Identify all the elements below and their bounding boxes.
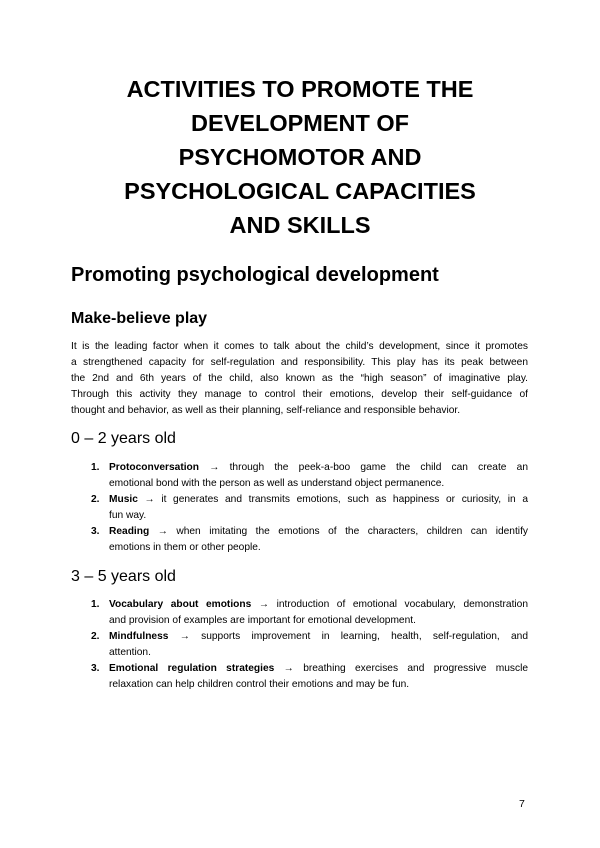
list-line (109, 524, 528, 540)
activity-term: Protoconversation (109, 462, 200, 473)
page-number: 7 (519, 798, 525, 810)
list-number: 2. (91, 631, 100, 642)
list-line: attention. (109, 647, 151, 658)
list-item (91, 629, 528, 661)
age-group-heading: 0 – 2 years old (71, 430, 176, 447)
list-line (109, 661, 528, 677)
intro-paragraph (71, 339, 528, 419)
activity-desc: → breathing exercises and progressive muscle (274, 663, 528, 674)
paragraph-line: thought and behavior, as well as their planning, self-reliance and responsible behavior. (71, 405, 461, 416)
list-number: 1. (91, 599, 100, 610)
list-number: 1. (91, 462, 100, 473)
paragraph-line: Through this activity they manage to control their emotions, develop their self-guidance of (71, 389, 528, 400)
list-line: emotions in them or other people. (109, 542, 261, 553)
list-line (109, 460, 528, 476)
list-line: emotional bond with the person as well as understand object permanence. (109, 478, 445, 489)
paragraph-line: a strengthened capacity for self-regulation and responsibility. This play has its peak between (71, 357, 528, 368)
list-line (109, 597, 528, 613)
list-item (91, 492, 528, 524)
title-line: PSYCHOLOGICAL CAPACITIES (124, 178, 476, 204)
list-number: 3. (91, 663, 100, 674)
subsection-heading: Make-believe play (71, 310, 208, 327)
list-line: and provision of examples are important for emotional development. (109, 615, 416, 626)
activity-term: Reading (109, 526, 150, 537)
activity-desc: → when imitating the emotions of the characters, children can identify (149, 526, 528, 537)
paragraph-line: the 2nd and 6th years of the child, also known as the “high season” of imaginative play. (71, 373, 528, 384)
list-item (91, 597, 528, 629)
activity-term: Mindfulness (109, 631, 169, 642)
list-line: relaxation can help children control their emotions and may be fun. (109, 679, 410, 690)
title-line: AND SKILLS (229, 212, 371, 238)
activity-term: Emotional regulation strategies (109, 663, 275, 674)
activity-desc: → it generates and transmits emotions, such as happiness or curiosity, in a (137, 494, 528, 505)
section-heading: Promoting psychological development (71, 264, 439, 286)
age-group-heading: 3 – 5 years old (71, 568, 176, 585)
activity-desc: → through the peek-a-boo game the child can create an (199, 462, 528, 473)
activity-desc: → supports improvement in learning, health, self-regulation, and (168, 631, 528, 642)
activity-term: Vocabulary about emotions (109, 599, 252, 610)
title-line: ACTIVITIES TO PROMOTE THE (126, 76, 474, 102)
list-number: 3. (91, 526, 100, 537)
list-line: fun way. (109, 510, 147, 521)
list-line (109, 492, 528, 508)
list-item (91, 661, 528, 693)
page-title (60, 72, 540, 242)
list-number: 2. (91, 494, 100, 505)
list-line (109, 629, 528, 645)
list-item (91, 460, 528, 492)
activity-desc: → introduction of emotional vocabulary, demonstration (251, 599, 528, 610)
title-line: DEVELOPMENT OF (190, 110, 410, 136)
activity-term: Music (109, 494, 138, 505)
activity-list (91, 460, 528, 556)
activity-list (91, 597, 528, 693)
title-line: PSYCHOMOTOR AND (178, 144, 422, 170)
paragraph-line: It is the leading factor when it comes to talk about the child’s development, since it promotes (71, 341, 528, 352)
list-item (91, 524, 528, 556)
